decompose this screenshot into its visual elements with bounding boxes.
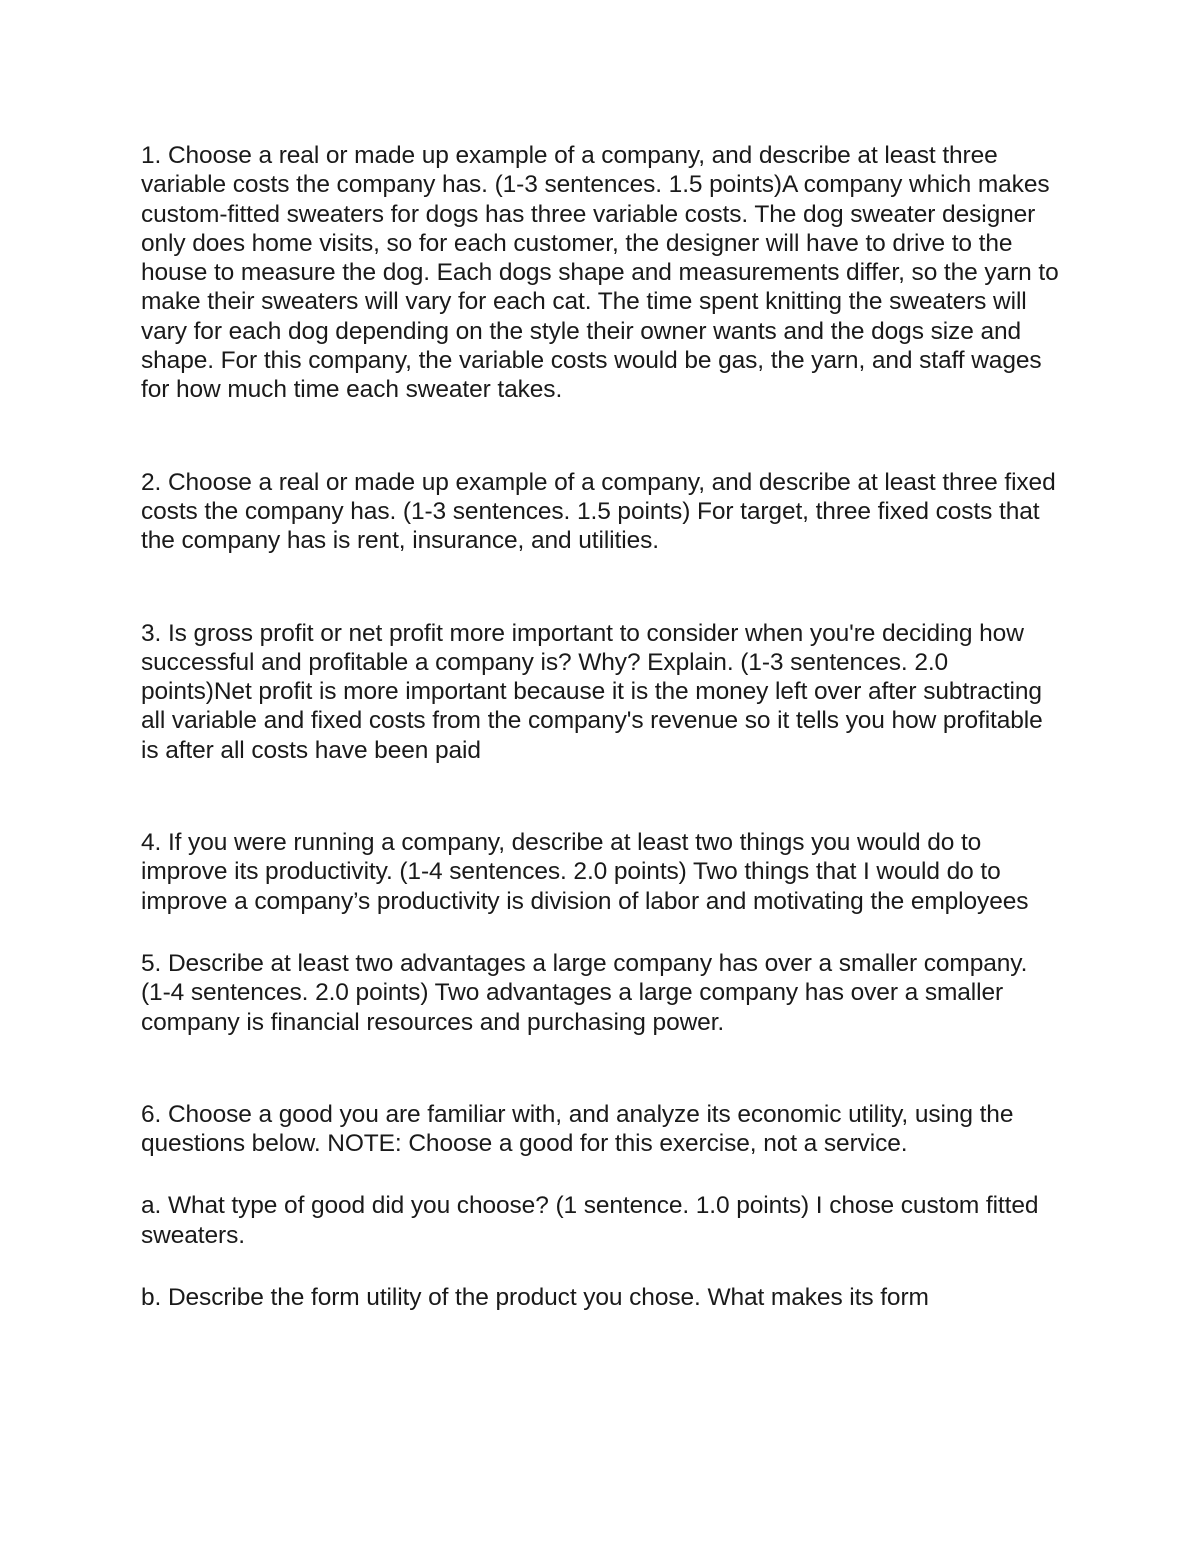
spacer [141,1250,1061,1283]
question-2-paragraph: 2. Choose a real or made up example of a company, and describe at least three fixed costs the company has. (1-3 sentences. 1.5 points) For target, three fixed costs that the company has is rent, insurance, and utilities. [141,468,1056,555]
question-3-paragraph: 3. Is gross profit or net profit more important to consider when you're deciding how successful and profitable a company is? Why? Explain. (1-3 sentences. 2.0 points)Net profit is more important because it is the money left over after subtracting all variable and fixed costs from the company's revenue so it tells you how profitable is after all costs have been paid [141,619,1043,764]
question-4-paragraph: 4. If you were running a company, describe at least two things you would do to improve its productivity. (1-4 sentences. 2.0 points) Two things that I would do to improve a company’s productivity is division of labor and motivating the employees [141,829,1029,915]
spacer [141,765,1061,828]
question-6a-paragraph: a. What type of good did you choose? (1 sentence. 1.0 points) I chose custom fitted sweaters. [141,1192,1039,1249]
spacer [141,1037,1061,1100]
spacer [141,556,1061,619]
spacer [141,1158,1061,1191]
spacer [141,916,1061,949]
document-body [141,141,1061,1312]
spacer [141,405,1061,468]
question-5-paragraph: 5. Describe at least two advantages a large company has over a smaller company. (1-4 sentences. 2.0 points) Two advantages a large company has over a smaller company is financial resources and purchasing power. [141,949,1028,1036]
question-1-paragraph: 1. Choose a real or made up example of a company, and describe at least three variable costs the company has. (1-3 sentences. 1.5 points)A company which makes custom-fitted sweaters for dogs has three variable costs. The dog sweater designer only does home visits, so for each customer, the designer will have to drive to the house to measure the dog. Each dogs shape and measurements differ, so the yarn to make their sweaters will vary for each cat. The time spent knitting the sweaters will vary for each dog depending on the style their owner wants and the dogs size and shape. For this company, the variable costs would be gas, the yarn, and staff wages for how much time each sweater takes. [141,142,1059,404]
question-6-paragraph: 6. Choose a good you are familiar with, and analyze its economic utility, using the questions below. NOTE: Choose a good for this exercise, not a service. [141,1100,1014,1158]
question-6b-paragraph: b. Describe the form utility of the product you chose. What makes its form [141,1284,929,1312]
